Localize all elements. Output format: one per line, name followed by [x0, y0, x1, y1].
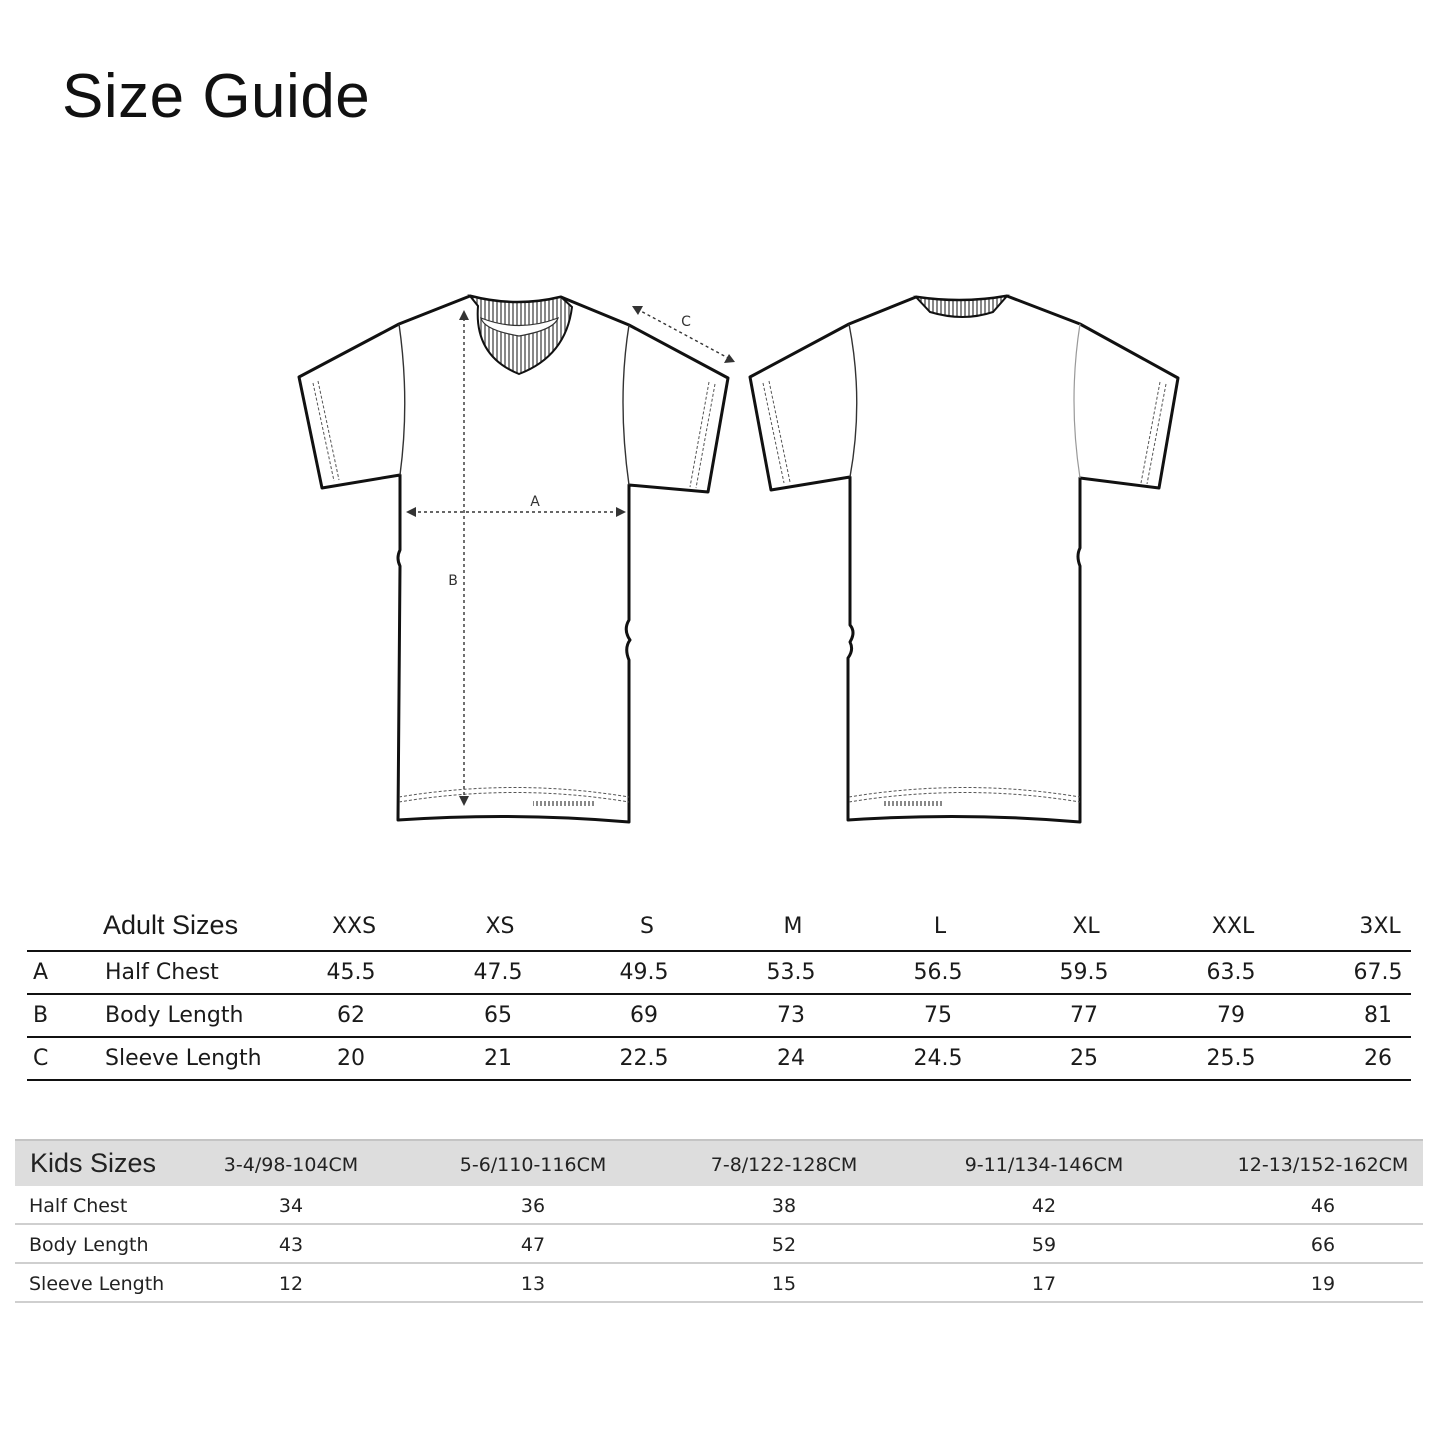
kids-table-caption: Kids Sizes: [30, 1148, 157, 1178]
kids-size-header: 3-4/98-104CM: [223, 1154, 359, 1176]
table-cell: 63.5: [1206, 960, 1256, 985]
table-cell: 26: [1364, 1046, 1392, 1071]
row-label: Sleeve Length: [105, 1046, 262, 1071]
table-cell: 17: [1031, 1273, 1057, 1295]
measure-c-label: C: [681, 314, 691, 330]
kids-header-row: [15, 1139, 1423, 1186]
table-cell: 15: [771, 1273, 797, 1295]
table-cell: 52: [771, 1234, 797, 1256]
row-label: Body Length: [105, 1003, 244, 1028]
table-cell: 12: [278, 1273, 304, 1295]
table-cell: 19: [1310, 1273, 1336, 1295]
table-cell: 59.5: [1059, 960, 1109, 985]
table-cell: 77: [1070, 1003, 1098, 1028]
row-label: Half Chest: [105, 960, 219, 985]
kids-size-header: 9-11/134-146CM: [964, 1154, 1124, 1176]
tshirt-back: [750, 296, 1178, 822]
table-cell: 53.5: [766, 960, 816, 985]
tshirt-diagram: [0, 270, 1445, 850]
table-cell: 56.5: [913, 960, 963, 985]
adult-header-row: [27, 900, 1411, 952]
table-cell: 25.5: [1206, 1046, 1256, 1071]
tshirt-front: [299, 296, 735, 822]
table-cell: 13: [520, 1273, 546, 1295]
table-cell: 38: [771, 1195, 797, 1217]
adult-size-header: XL: [1072, 914, 1100, 939]
row-letter: A: [33, 960, 49, 985]
row-letter: C: [33, 1046, 49, 1071]
table-cell: 79: [1217, 1003, 1245, 1028]
table-cell: 47: [520, 1234, 546, 1256]
kids-row-body-length: [15, 1225, 1423, 1264]
table-cell: 20: [337, 1046, 365, 1071]
table-cell: 34: [278, 1195, 304, 1217]
table-cell: 22.5: [619, 1046, 669, 1071]
kids-size-header: 7-8/122-128CM: [710, 1154, 858, 1176]
table-cell: 43: [278, 1234, 304, 1256]
table-cell: 24.5: [913, 1046, 963, 1071]
table-cell: 24: [777, 1046, 805, 1071]
adult-size-header: M: [783, 914, 803, 939]
adult-size-header: XXS: [331, 914, 377, 939]
kids-size-header: 5-6/110-116CM: [459, 1154, 607, 1176]
table-cell: 49.5: [619, 960, 669, 985]
adult-size-header: 3XL: [1359, 914, 1401, 939]
adult-size-table: [27, 900, 1411, 1081]
row-label: Body Length: [29, 1234, 149, 1256]
table-cell: 73: [777, 1003, 805, 1028]
adult-size-header: S: [640, 914, 654, 939]
table-cell: 81: [1364, 1003, 1392, 1028]
measure-b-label: B: [448, 573, 458, 589]
adult-row-body-length: [27, 995, 1411, 1038]
table-cell: 45.5: [326, 960, 376, 985]
table-cell: 36: [520, 1195, 546, 1217]
table-cell: 65: [484, 1003, 512, 1028]
adult-size-header: L: [933, 914, 947, 939]
adult-row-half-chest: [27, 952, 1411, 995]
table-cell: 66: [1310, 1234, 1336, 1256]
adult-size-header: XS: [485, 914, 515, 939]
adult-row-sleeve-length: [27, 1038, 1411, 1081]
row-label: Half Chest: [29, 1195, 128, 1217]
table-cell: 69: [630, 1003, 658, 1028]
table-cell: 67.5: [1353, 960, 1403, 985]
page-title: Size Guide: [62, 62, 371, 131]
adult-size-header: XXL: [1211, 914, 1255, 939]
kids-size-header: 12-13/152-162CM: [1237, 1154, 1409, 1176]
table-cell: 47.5: [473, 960, 523, 985]
kids-row-half-chest: [15, 1186, 1423, 1225]
table-cell: 21: [484, 1046, 512, 1071]
measure-a-label: A: [530, 494, 540, 510]
adult-table-caption: Adult Sizes: [103, 910, 239, 940]
kids-row-sleeve-length: [15, 1264, 1423, 1303]
table-cell: 46: [1310, 1195, 1336, 1217]
row-label: Sleeve Length: [29, 1273, 165, 1295]
table-cell: 25: [1070, 1046, 1098, 1071]
table-cell: 75: [924, 1003, 952, 1028]
row-letter: B: [33, 1003, 49, 1028]
table-cell: 62: [337, 1003, 365, 1028]
kids-size-table: [15, 1139, 1423, 1303]
table-cell: 42: [1031, 1195, 1057, 1217]
table-cell: 59: [1031, 1234, 1057, 1256]
